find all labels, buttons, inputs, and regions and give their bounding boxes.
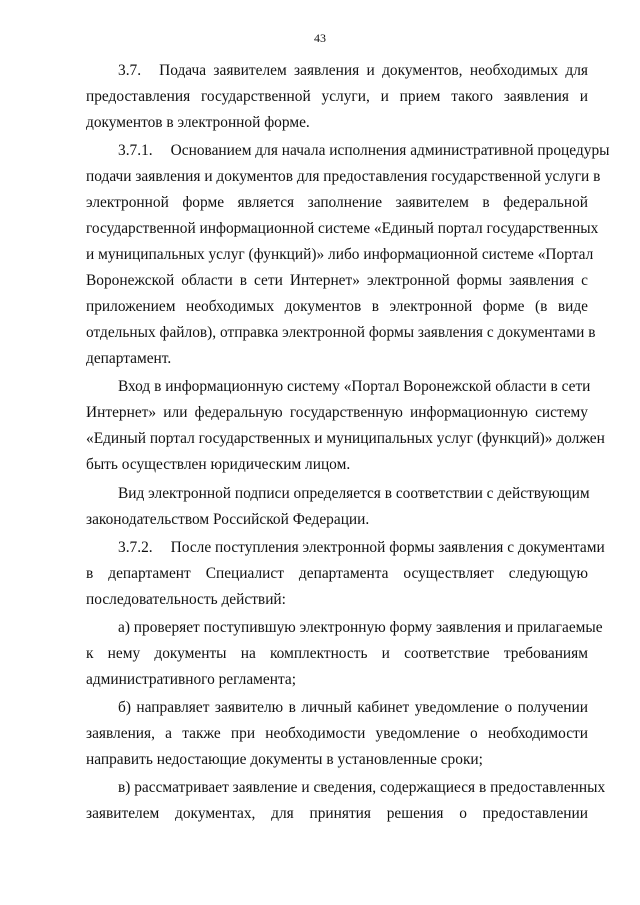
page-number: 43	[314, 31, 326, 45]
section-number: 3.7.	[118, 62, 142, 79]
list-item-b	[86, 695, 588, 773]
text-line: заявителем документах, для принятия решения о предоставлении	[86, 805, 588, 823]
text-line-content: Подача заявителем заявления и документов, необходимых для	[159, 62, 588, 79]
text-line: быть осуществлен юридическим лицом.	[86, 456, 351, 474]
text-line: «Единый портал государственных и муниципальных услуг (функций)» должен	[86, 430, 605, 448]
text-line: электронной форме является заполнение заявителем в федеральной	[86, 194, 588, 212]
text-line: Воронежской области в сети Интернет» электронной формы заявления с	[86, 272, 588, 290]
text-line: департамент.	[86, 350, 172, 368]
text-line: последовательность действий:	[86, 590, 286, 608]
section-number: 3.7.2.	[118, 538, 153, 556]
section-number: 3.7.1.	[118, 142, 153, 160]
text-line: в) рассматривает заявление и сведения, содержащиеся в предоставленных	[118, 779, 606, 797]
text-line-content: После поступления электронной формы заявления с документами	[170, 538, 605, 556]
text-line: Интернет» или федеральную государственную информационную систему	[86, 404, 588, 422]
text-line: административного регламента;	[86, 670, 297, 688]
text-line: б) направляет заявителю в личный кабинет уведомление о получении	[118, 699, 588, 717]
paragraph-signature	[86, 481, 588, 533]
text-line: Вход в информационную систему «Портал Воронежской области в сети	[118, 378, 591, 396]
text-line: и муниципальных услуг (функций)» либо информационной системе «Портал	[86, 246, 594, 264]
text-line: подачи заявления и документов для предоставления государственной услуги в	[86, 168, 601, 186]
paragraph-login	[86, 374, 605, 478]
text-line-content: Основанием для начала исполнения административной процедуры	[170, 142, 610, 160]
text-line: государственной информационной системе «Единый портал государственных	[86, 220, 599, 238]
text-line	[86, 58, 588, 84]
text-line: направить недостающие документы в установленные сроки;	[86, 751, 483, 769]
text-line: а) проверяет поступившую электронную форму заявления и прилагаемые	[118, 618, 603, 636]
list-item-a	[86, 615, 603, 693]
paragraph-3-7-1	[86, 138, 610, 372]
text-line	[86, 535, 605, 561]
text-line: в департамент Специалист департамента осуществляет следующую	[86, 564, 588, 582]
text-line: Вид электронной подписи определяется в соответствии с действующим	[118, 484, 590, 502]
text-line: приложением необходимых документов в электронной форме (в виде	[86, 298, 588, 316]
document-body	[86, 58, 610, 830]
list-item-c	[86, 775, 606, 827]
text-line: предоставления государственной услуги, и прием такого заявления и	[86, 88, 588, 105]
text-line: заявления, а также при необходимости уведомление о необходимости	[86, 725, 588, 743]
text-line: законодательством Российской Федерации.	[86, 510, 370, 528]
paragraph-3-7-2	[86, 535, 605, 613]
text-line	[86, 138, 610, 164]
text-line: документов в электронной форме.	[86, 114, 310, 131]
text-line: к нему документы на комплектность и соответствие требованиям	[86, 644, 588, 662]
text-line: отдельных файлов), отправка электронной формы заявления с документами в	[86, 324, 596, 342]
section-3-7-heading	[86, 58, 588, 136]
